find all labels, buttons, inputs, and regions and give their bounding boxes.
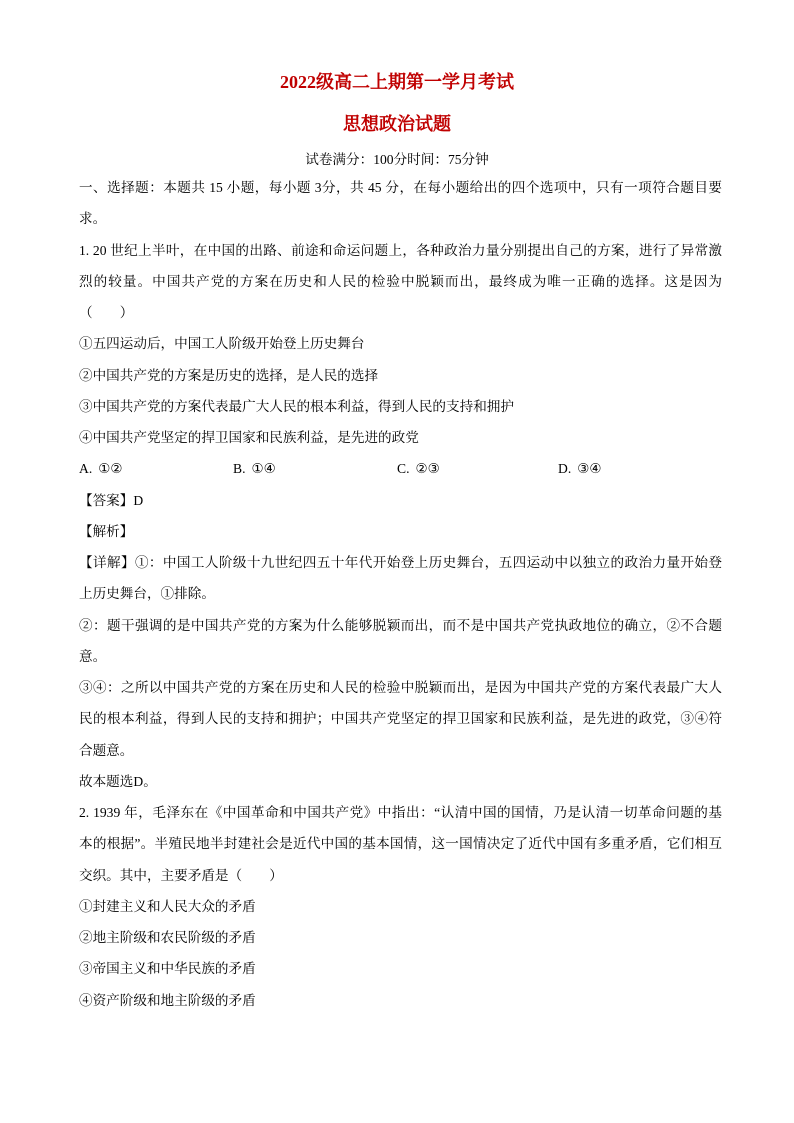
options-row	[79, 453, 722, 484]
option-text: ②③	[415, 461, 440, 477]
option-a	[79, 453, 123, 484]
question-stem-line: 交织。其中，主要矛盾是（ ）	[79, 867, 283, 883]
answer-value: D	[133, 492, 144, 508]
exam-info: 试卷满分：100分时间：75分钟	[305, 152, 489, 167]
statement-item: ①五四运动后，中国工人阶级开始登上历史舞台	[79, 336, 365, 352]
option-text: ①④	[251, 461, 276, 477]
analysis-label: 【解析】	[79, 523, 134, 539]
question-stem-line: 2. 1939 年，毛泽东在《中国革命和中国共产党》中指出：“认清中国的国情，乃是认清一切革命问题的基	[79, 805, 722, 820]
option-text: ③④	[577, 461, 602, 477]
statement-item: ①封建主义和人民大众的矛盾	[79, 898, 256, 914]
explanation-line: 故本题选D。	[79, 773, 157, 789]
exam-title: 2022级高二上期第一学月考试	[280, 72, 514, 92]
explanation-line: 意。	[79, 648, 107, 664]
option-letter: D.	[558, 461, 572, 477]
option-letter: C.	[397, 461, 410, 477]
explanation-line: 民的根本利益，得到人民的支持和拥护；中国共产党坚定的捍卫国家和民族利益，是先进的政党，③④符	[79, 711, 722, 727]
statement-item: ②中国共产党的方案是历史的选择，是人民的选择	[79, 367, 379, 383]
question-stem-line: 烈的较量。中国共产党的方案在历史和人民的检验中脱颖而出，最终成为唯一正确的选择。这是因为	[79, 273, 722, 289]
question-stem-line: 1. 20 世纪上半叶，在中国的出路、前途和命运问题上，各种政治力量分别提出自己的方案，进行了异常激	[79, 242, 722, 258]
option-letter: B.	[233, 461, 246, 477]
explanation-line: ③④：之所以中国共产党的方案在历史和人民的检验中脱颖而出，是因为中国共产党的方案代表最广大人	[79, 680, 722, 695]
statement-item: ④资产阶级和地主阶级的矛盾	[79, 992, 256, 1008]
exam-subject-title: 思想政治试题	[343, 114, 451, 134]
explanation-line: 合题意。	[79, 742, 134, 758]
question-stem-line: 本的根据”。半殖民地半封建社会是近代中国的基本国情，这一国情决定了近代中国有多重矛盾，它们相互	[79, 836, 722, 852]
option-text: ①②	[98, 461, 123, 477]
explanation-line: ②：题干强调的是中国共产党的方案为什么能够脱颖而出，而不是中国共产党执政地位的确立，②不合题	[79, 617, 722, 633]
statement-item: ②地主阶级和农民阶级的矛盾	[79, 930, 256, 945]
statement-item: ④中国共产党坚定的捍卫国家和民族利益，是先进的政党	[79, 430, 419, 445]
section-instruction-line: 求。	[79, 211, 107, 227]
option-letter: A.	[79, 461, 93, 477]
section-instruction-line: 一、选择题：本题共 15 小题，每小题 3分，共 45 分，在每小题给出的四个选项中，只有一项符合题目要	[79, 180, 722, 195]
statement-item: ③帝国主义和中华民族的矛盾	[79, 961, 256, 977]
option-d	[558, 453, 602, 484]
statement-item: ③中国共产党的方案代表最广大人民的根本利益，得到人民的支持和拥护	[79, 398, 514, 414]
answer-line	[79, 485, 722, 516]
exam-content	[79, 172, 722, 1016]
answer-label: 【答案】	[79, 492, 134, 508]
question-stem-line: （ ）	[79, 305, 134, 320]
explanation-line: 上历史舞台，①排除。	[79, 586, 215, 602]
option-b	[233, 453, 276, 484]
explanation-line: 【详解】①：中国工人阶级十九世纪四五十年代开始登上历史舞台，五四运动中以独立的政治力量开始登	[79, 555, 722, 570]
option-c	[397, 453, 440, 484]
